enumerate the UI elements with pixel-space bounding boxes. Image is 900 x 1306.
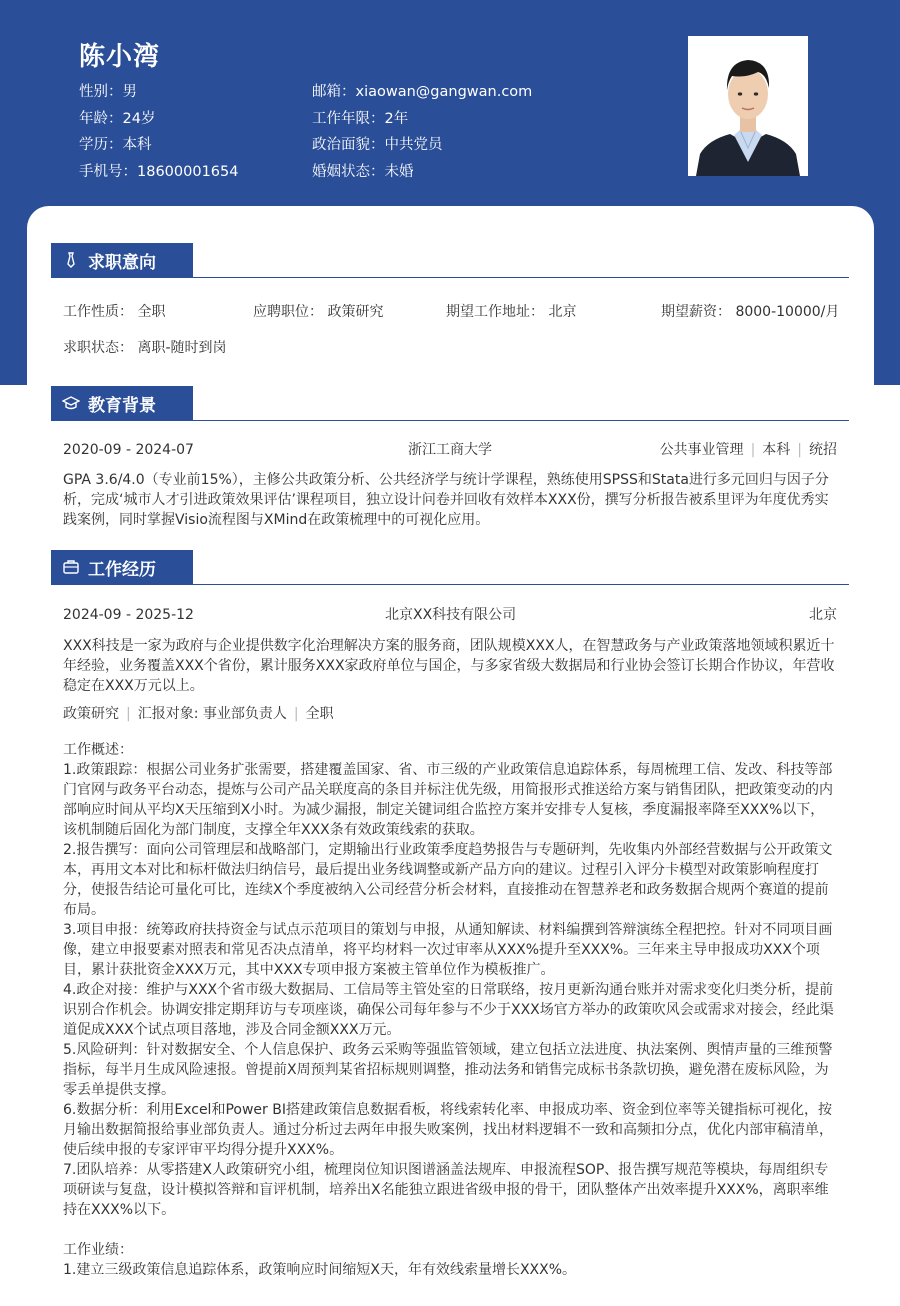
section-tab-work: [51, 550, 193, 584]
edu-school: 浙江工商大学: [408, 442, 492, 458]
work-item: 1.政策跟踪：根据公司业务扩张需要，搭建覆盖国家、省、市三级的产业政策信息追踪体系，每周梳理工信、发改、科技等部门官网与政务平台动态，提炼与公司产品关联度高的条目并标注优先级，用简报形式推送给方案与销售团队，把政策变动的内部响应时间从平均X天压缩到X小时。为减少漏报，制定关键词组合监控方案并安排专人复核，季度漏报率降至XXX%以下，该机制随后固化为部门制度，支撑全年XXX条有效政策线索的获取。: [63, 762, 833, 838]
work-achievements-title: 工作业绩：: [63, 1242, 133, 1258]
work-tags: 政策研究 | 汇报对象: 事业部负责人 | 全职: [63, 706, 334, 722]
section-education: [51, 386, 849, 421]
gender: 性别：男: [79, 84, 137, 100]
intent-status: 求职状态： 离职-随时到岗: [63, 340, 227, 356]
intent-position: 应聘职位： 政策研究: [253, 304, 384, 320]
work-tag: 全职: [305, 706, 334, 722]
spacer: [63, 1220, 838, 1240]
work-years: 工作年限：2年: [312, 110, 409, 127]
candidate-name: 陈小湾: [79, 42, 161, 72]
political-status: 政治面貌：中共党员: [312, 137, 443, 153]
work-item: 5.风险研判：针对数据安全、个人信息保护、政务云采购等强监管领域，建立包括立法进度、执法案例、舆情声量的三维预警指标，每半月生成风险速报。曾提前X周预判某省招标规则调整，推动法务和销售完成标书条款切换，避免潜在废标风险，为零丢单提供支撑。: [63, 1042, 833, 1098]
age: 年龄：24岁: [79, 110, 156, 127]
edu-period: 2020-09 - 2024-07: [63, 442, 194, 458]
section-title: 求职意向: [88, 252, 156, 273]
personal-info-right: [312, 79, 532, 185]
work-item: 6.数据分析：利用Excel和Power BI搭建政策信息数据看板，将线索转化率、申报成功率、资金到位率等关键指标可视化，按月输出数据简报给事业部负责人。通过分析过去两年申报失败案例，找出材料逻辑不一致和高频扣分点，优化内部审稿清单，使后续申报的专家评审平均得分提升XXX%。: [63, 1102, 833, 1158]
briefcase-icon: [62, 558, 80, 576]
work-city: 北京: [809, 607, 837, 623]
work-tag: 汇报对象: 事业部负责人: [137, 706, 287, 722]
marital-status: 婚姻状态：未婚: [312, 163, 414, 180]
work-period: 2024-09 - 2025-12: [63, 607, 194, 623]
section-work: [51, 550, 849, 585]
edu-mode: 统招: [809, 442, 837, 458]
section-tab-job-intent: [51, 243, 193, 277]
work-item: 4.政企对接：维护与XXX个省市级大数据局、工信局等主管处室的日常联络，按月更新沟通台账并对需求变化归类分析，提前识别合作机会。协调安排定期拜访与专项座谈，确保公司每年参与不少于XXX场官方举办的政策吹风会或需求对接会，经此渠道促成XXX个试点项目落地，涉及合同金额XXX万元。: [63, 982, 834, 1038]
intent-salary: 期望薪资： 8000-10000/月: [661, 304, 840, 320]
edu-degree: 本科: [762, 442, 791, 458]
work-overview-title: 工作概述：: [63, 742, 133, 758]
email: 邮箱：xiaowan@gangwan.com: [312, 84, 533, 100]
personal-info-left: [79, 79, 238, 185]
section-title: 工作经历: [88, 559, 156, 580]
work-company-intro: XXX科技是一家为政府与企业提供数字化治理解决方案的服务商，团队规模XXX人，在智慧政务与产业政策落地领域积累近十年经验，业务覆盖XXX个省份，累计服务XXX家政府单位与国企，与多家省级大数据局和行业协会签订长期合作协议，年营收稳定在XXX万元以上。: [63, 638, 835, 694]
work-tag: 政策研究: [63, 706, 119, 722]
education-level: 学历：本科: [79, 137, 152, 153]
work-company: 北京XX科技有限公司: [385, 607, 517, 623]
section-tab-education: [51, 386, 193, 420]
section-job-intent: [51, 243, 849, 278]
phone: 手机号：18600001654: [79, 163, 239, 180]
section-title: 教育背景: [88, 395, 156, 416]
work-item: 7.团队培养：从零搭建X人政策研究小组，梳理岗位知识图谱涵盖法规库、申报流程SOP、报告撰写规范等模块，每周组织专项研读与复盘，设计模拟答辩和盲评机制，培养出X名能独立跟进省级申报的骨干，团队整体产出效率提升XXX%，离职率维持在XXX%以下。: [63, 1162, 829, 1218]
profile-photo: [688, 36, 808, 176]
work-overview: [63, 740, 838, 1280]
edu-major-info: 公共事业管理 | 本科 | 统招: [659, 442, 837, 458]
graduation-cap-icon: [62, 394, 80, 412]
edu-description: GPA 3.6/4.0（专业前15%），主修公共政策分析、公共经济学与统计学课程，熟练使用SPSS和Stata进行多元回归与因子分析，完成‘城市人才引进政策效果评估’课程项目，独立设计问卷并回收有效样本XXX份，撰写分析报告被系里评为年度优秀实践案例，同时掌握Visio流程图与XMind在政策梳理中的可视化应用。: [63, 472, 829, 528]
intent-location: 期望工作地址： 北京: [446, 304, 577, 320]
work-achievement: 1.建立三级政策信息追踪体系，政策响应时间缩短X天，年有效线索量增长XXX%。: [63, 1262, 577, 1278]
tie-icon: [62, 251, 80, 269]
intent-type: 工作性质： 全职: [63, 304, 166, 320]
edu-major: 公共事业管理: [659, 442, 744, 458]
work-item: 3.项目申报：统筹政府扶持资金与试点示范项目的策划与申报，从通知解读、材料编撰到答辩演练全程把控。针对不同项目画像，建立申报要素对照表和常见否决点清单，将平均材料一次过审率从XXX%提升至XXX%。三年来主导申报成功XXX个项目，累计获批资金XXX万元，其中XXX专项申报方案被主管单位作为模板推广。: [63, 922, 833, 978]
work-item: 2.报告撰写：面向公司管理层和战略部门，定期输出行业政策季度趋势报告与专题研判，先收集内外部经营数据与公开政策文本，再用文本对比和标杆做法归纳信号，最后提出业务线调整或新产品方向的建议。过程引入评分卡模型对政策影响程度打分，使报告结论可量化可比，连续X个季度被纳入公司经营分析会材料，直接推动在智慧养老和政务数据合规两个赛道的提前布局。: [63, 842, 833, 918]
